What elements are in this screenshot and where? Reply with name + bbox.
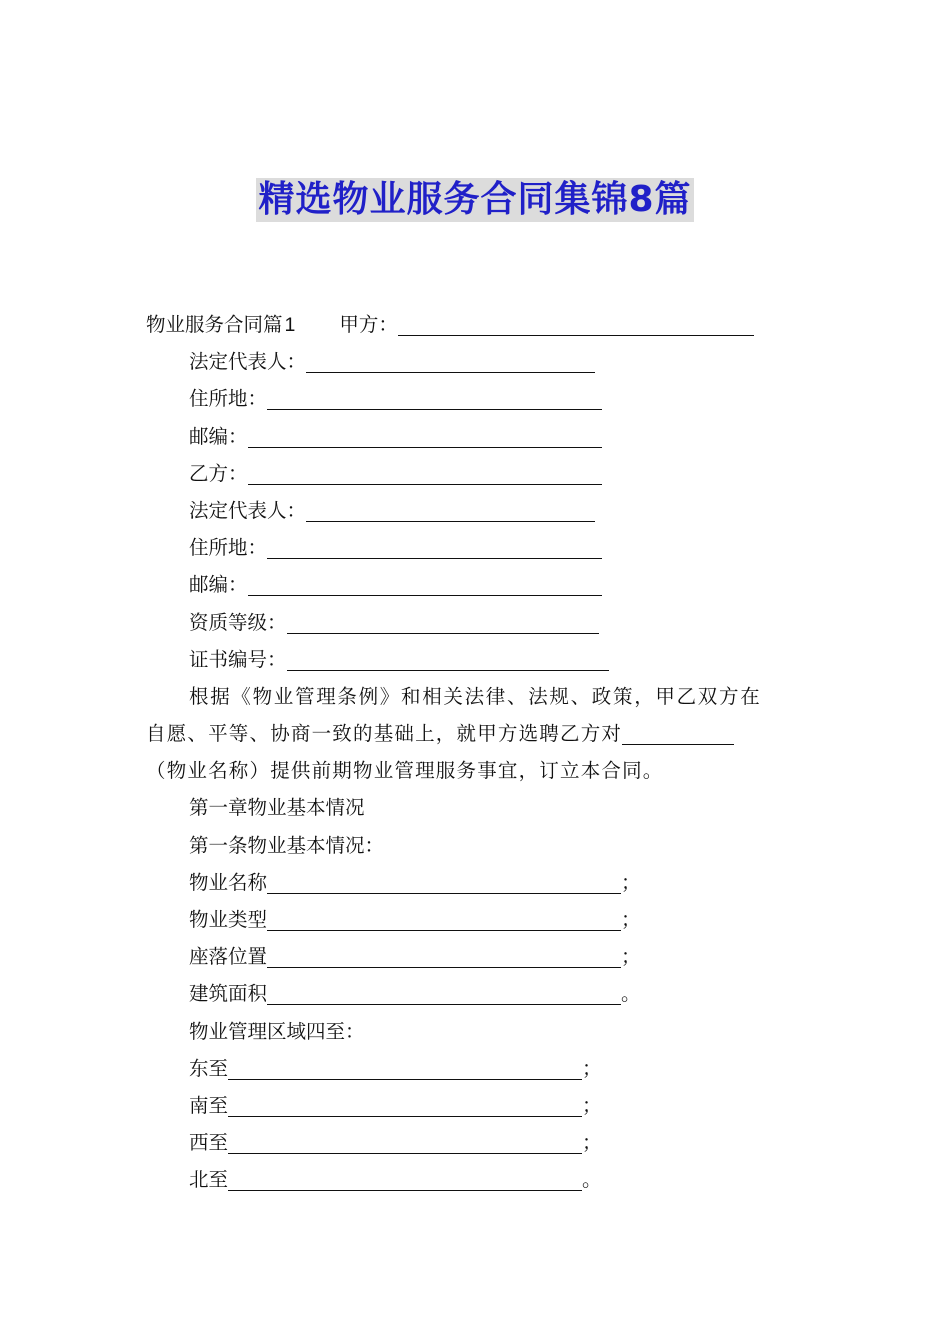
field-blank	[287, 611, 599, 634]
field-blank	[267, 387, 602, 410]
intro-line-3: （物业名称）提供前期物业管理服务事宜，订立本合同。	[146, 759, 664, 783]
field-blank	[267, 871, 621, 894]
party-b-label: 乙方：	[189, 461, 248, 485]
property-name-blank	[622, 722, 734, 745]
field-blank	[306, 350, 595, 373]
line-end: ；	[582, 1131, 602, 1155]
property-line	[146, 975, 810, 1012]
party-a-blank	[398, 313, 754, 336]
field-line	[146, 641, 810, 678]
field-blank	[228, 1168, 582, 1191]
field-blank	[248, 425, 602, 448]
article-heading: 第一条物业基本情况：	[189, 833, 385, 857]
document-title: 精选物业服务合同集锦8篇	[258, 179, 692, 220]
line-end: 。	[621, 982, 641, 1006]
chapter-heading: 第一章物业基本情况	[189, 796, 365, 820]
intro-line-1: 根据《物业管理条例》和相关法律、法规、政策，甲乙双方在	[189, 684, 762, 708]
field-label: 建筑面积	[189, 982, 268, 1006]
line-end: 。	[582, 1168, 602, 1192]
field-label: 物业名称	[189, 870, 268, 894]
intro-text: 自愿、平等、协商一致的基础上，就甲方选聘乙方对	[146, 722, 623, 746]
field-label: 法定代表人：	[189, 350, 307, 374]
field-label: 住所地：	[189, 536, 268, 560]
boundary-line	[146, 1087, 810, 1124]
field-label: 东至	[189, 1056, 229, 1080]
field-label: 北至	[189, 1168, 229, 1192]
property-line	[146, 938, 810, 975]
line-end: ；	[621, 945, 641, 969]
boundary-line	[146, 1161, 810, 1198]
line-end: ；	[582, 1056, 602, 1080]
field-label: 法定代表人：	[189, 498, 307, 522]
contract-number: 1	[284, 314, 296, 336]
field-blank	[287, 648, 609, 671]
line-end: ；	[621, 908, 641, 931]
field-blank	[248, 573, 602, 596]
line-end: ；	[621, 870, 641, 894]
intro-line-2	[146, 715, 810, 752]
property-line	[146, 901, 810, 938]
field-blank	[228, 1094, 582, 1117]
field-blank	[267, 982, 621, 1005]
field-blank	[267, 945, 621, 968]
heading-line	[146, 306, 810, 343]
field-line	[146, 343, 810, 380]
field-label: 西至	[189, 1131, 229, 1155]
field-line	[146, 604, 810, 641]
property-line	[146, 864, 810, 901]
field-blank	[267, 536, 602, 559]
field-label: 物业类型	[189, 908, 268, 931]
field-line	[146, 455, 810, 492]
field-line	[146, 492, 810, 529]
party-b-blank	[248, 462, 602, 485]
field-blank	[306, 499, 595, 522]
field-line	[146, 529, 810, 566]
field-label: 座落位置	[189, 945, 268, 969]
field-label: 邮编：	[189, 424, 248, 448]
field-label: 住所地：	[189, 387, 268, 411]
document-body	[146, 306, 810, 1199]
contract-heading: 物业服务合同篇	[146, 313, 283, 336]
field-line	[146, 380, 810, 417]
field-blank	[228, 1131, 582, 1154]
party-a-label: 甲方：	[339, 313, 398, 336]
title-wrap	[0, 178, 950, 222]
field-label: 邮编：	[189, 573, 248, 597]
field-blank	[228, 1057, 582, 1080]
field-label: 南至	[189, 1093, 229, 1117]
boundary-line	[146, 1050, 810, 1087]
field-label: 证书编号：	[189, 647, 287, 671]
boundary-line	[146, 1124, 810, 1161]
line-end: ；	[582, 1093, 602, 1117]
field-blank	[267, 908, 621, 931]
boundary-title: 物业管理区域四至：	[189, 1019, 365, 1043]
field-line	[146, 418, 810, 455]
field-line	[146, 566, 810, 603]
field-label: 资质等级：	[189, 610, 287, 634]
